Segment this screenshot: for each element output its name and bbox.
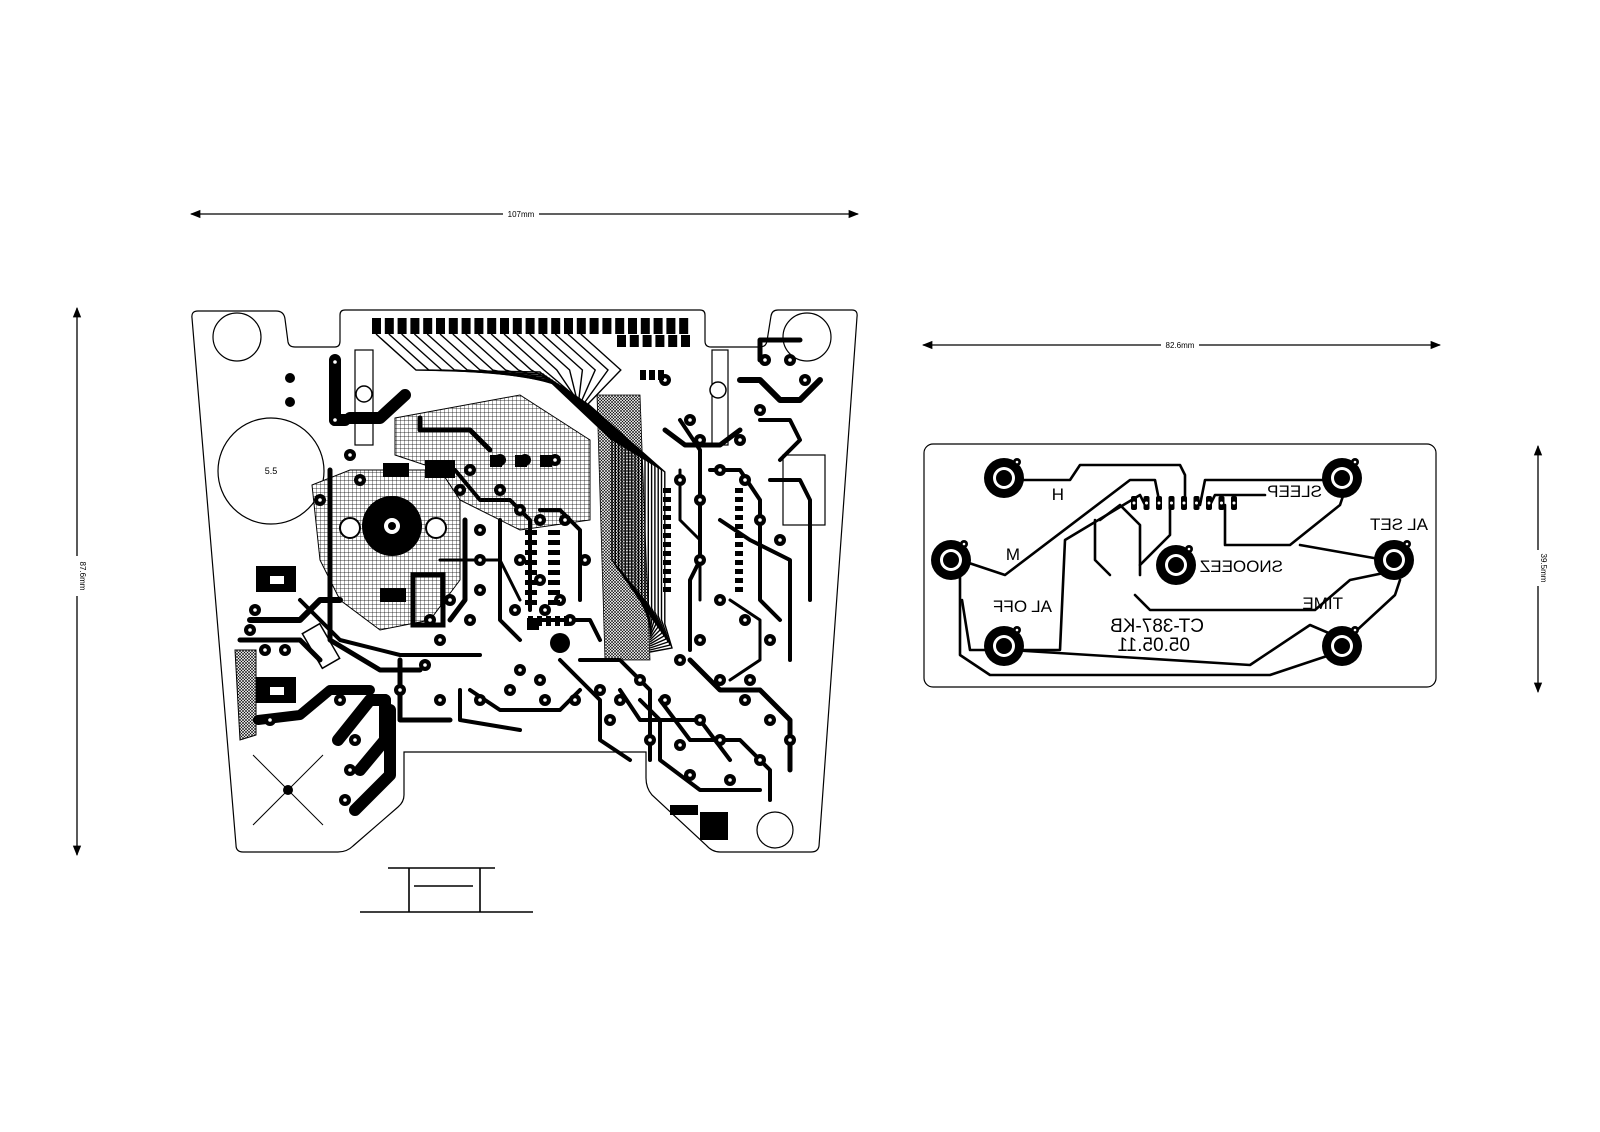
ic-pad: [528, 616, 533, 626]
connector-pad: [513, 318, 522, 334]
connector-pad: [668, 335, 677, 347]
ic-pad: [735, 497, 743, 502]
connector-pad: [630, 335, 639, 347]
connector-pad: [526, 318, 535, 334]
ic-pad: [663, 533, 671, 538]
key-contact-center: [1168, 557, 1184, 573]
ic-pad: [663, 506, 671, 511]
connector-pad: [474, 318, 483, 334]
ic-pad: [663, 587, 671, 592]
ic-pad: [525, 550, 537, 555]
pad-hole: [738, 438, 742, 442]
pad-hole: [538, 678, 542, 682]
pad-hole: [803, 378, 807, 382]
pad-hole: [543, 698, 547, 702]
ic-pad: [663, 515, 671, 520]
ic-pad: [658, 370, 664, 380]
pad-hole: [678, 478, 682, 482]
pad-hole: [478, 698, 482, 702]
speaker-label: 5.5: [264, 466, 278, 476]
pad-hole: [718, 468, 722, 472]
ic-pad: [548, 600, 560, 605]
key-contact-center: [1334, 470, 1350, 486]
key-width-label: 82.6mm: [1165, 341, 1195, 350]
key-board: [924, 444, 1436, 687]
pad-hole: [728, 778, 732, 782]
ic-pad: [735, 542, 743, 547]
via: [285, 397, 295, 407]
connector-pad: [551, 318, 560, 334]
pad-hole: [678, 743, 682, 747]
pad-hole: [358, 478, 362, 482]
key-contact-center: [943, 552, 959, 568]
connector-pad-row: [372, 318, 690, 347]
ic-pad: [515, 455, 527, 467]
pad-hole: [618, 698, 622, 702]
trace: [640, 700, 760, 790]
pad-hole: [348, 453, 352, 457]
pad-hole: [608, 718, 612, 722]
trace: [660, 700, 770, 800]
connector-pad: [423, 318, 432, 334]
ic-pad: [735, 578, 743, 583]
connector-pad: [410, 318, 419, 334]
connector-pad-hole: [1208, 502, 1211, 505]
pad-hole: [698, 438, 702, 442]
ic-pad: [548, 550, 560, 555]
main-width-label: 107mm: [507, 210, 535, 219]
pad-hole: [353, 738, 357, 742]
key-contact-via-hole: [1354, 461, 1357, 464]
ic-pad: [735, 488, 743, 493]
pad-hole: [758, 758, 762, 762]
pad-hole: [518, 558, 522, 562]
main-board-width-dimension: [191, 209, 858, 219]
ic-pad: [735, 533, 743, 538]
key-label-al-off: AL OFF: [993, 597, 1052, 616]
ic-pad: [663, 497, 671, 502]
mounting-hole: [757, 812, 793, 848]
connector-pad-hole: [1170, 502, 1173, 505]
connector-pad-hole: [1183, 502, 1186, 505]
ic-pad: [525, 590, 537, 595]
key-contact-via-hole: [963, 543, 966, 546]
connector-pad: [436, 318, 445, 334]
key-contact-center: [1334, 638, 1350, 654]
key-board-width-dimension: [923, 340, 1440, 350]
trace: [620, 690, 730, 760]
pad-hole: [508, 688, 512, 692]
pad-hole: [553, 458, 557, 462]
pad-hole: [698, 498, 702, 502]
pad-hole: [343, 798, 347, 802]
connector-pad: [564, 318, 573, 334]
pad-hole: [768, 638, 772, 642]
pad-hole: [663, 698, 667, 702]
ic-pad: [663, 569, 671, 574]
ic-pad: [548, 540, 560, 545]
ic-pad: [548, 570, 560, 575]
connector-pad: [385, 318, 394, 334]
connector-pad: [615, 318, 624, 334]
pad-hole: [763, 358, 767, 362]
key-contact-center: [996, 470, 1012, 486]
pad-hole: [518, 508, 522, 512]
pad-hole: [478, 558, 482, 562]
trace: [760, 420, 800, 460]
ic-pad: [546, 616, 551, 626]
ic-pad: [663, 560, 671, 565]
ic-pad: [735, 524, 743, 529]
key-contact-via-hole: [1016, 461, 1019, 464]
pad-hole: [688, 418, 692, 422]
ic-pad: [548, 590, 560, 595]
alignment-mark: [360, 868, 533, 912]
pad-hole: [698, 638, 702, 642]
connector-pad: [654, 318, 663, 334]
pad-hole: [743, 698, 747, 702]
pad-hole: [583, 558, 587, 562]
ic-pad: [663, 488, 671, 493]
main-board-height-dimension: [71, 308, 87, 855]
ic-pad: [540, 455, 552, 467]
ic-pad: [735, 506, 743, 511]
pad-hole: [478, 588, 482, 592]
key-contact-center: [1386, 552, 1402, 568]
ic-pad: [548, 580, 560, 585]
pad-hole: [638, 678, 642, 682]
pad-hole: [448, 598, 452, 602]
pad-hole: [698, 558, 702, 562]
connector-pad: [666, 318, 675, 334]
pad-hole: [333, 360, 337, 364]
cross-mark: [253, 755, 323, 825]
pad-hole: [688, 773, 692, 777]
pad-hole: [438, 698, 442, 702]
trace: [560, 660, 630, 760]
hole: [340, 518, 360, 538]
pad-hole: [743, 478, 747, 482]
board-date-label: 05.05.11: [1117, 635, 1190, 656]
board-model-label: CT-387-KB: [1110, 616, 1204, 637]
pad-hole: [263, 648, 267, 652]
key-board-connector: [1131, 496, 1237, 510]
pad-hole: [718, 598, 722, 602]
pad-hole: [318, 498, 322, 502]
pad-hole: [253, 608, 257, 612]
mounting-hole: [213, 313, 261, 361]
trace: [250, 600, 340, 620]
pad-hole: [398, 688, 402, 692]
ic-pad: [735, 515, 743, 520]
ic-pad: [663, 524, 671, 529]
pad-hole: [498, 488, 502, 492]
hole: [426, 518, 446, 538]
main-board: [192, 310, 857, 852]
connector-pad: [590, 318, 599, 334]
key-board-height-dimension: [1532, 446, 1548, 692]
trace: [470, 690, 580, 710]
ic-pad: [663, 542, 671, 547]
connector-pad: [462, 318, 471, 334]
ic-pad: [649, 370, 655, 380]
pad-hole: [513, 608, 517, 612]
pad-hole: [423, 663, 427, 667]
ic-pad: [525, 540, 537, 545]
ic-pad: [564, 616, 569, 626]
pad-hole: [478, 528, 482, 532]
pad-hole: [268, 718, 272, 722]
pad-hole: [648, 738, 652, 742]
pad-hole: [748, 678, 752, 682]
pad-hole: [543, 608, 547, 612]
ic-pad: [525, 570, 537, 575]
key-label-sleep: SLEEP: [1267, 482, 1322, 501]
connector-pad-hole: [1195, 502, 1198, 505]
ic-pad: [735, 551, 743, 556]
connector-pad-hole: [1158, 502, 1161, 505]
pad-hole: [348, 768, 352, 772]
pad-hole: [468, 468, 472, 472]
connector-pad: [372, 318, 381, 334]
ic-pad: [490, 455, 502, 467]
connector-pad: [500, 318, 509, 334]
ic-pad: [555, 616, 560, 626]
connector-pad-hole: [1145, 502, 1148, 505]
connector-pad-hole: [1233, 502, 1236, 505]
ic-pad: [548, 560, 560, 565]
pad-hole: [758, 408, 762, 412]
connector-pad: [602, 318, 611, 334]
key-label-time: TIME: [1302, 594, 1343, 613]
pad-hole: [758, 518, 762, 522]
trace: [730, 600, 760, 680]
key-contact-via-hole: [1188, 548, 1191, 551]
ic-pad: [525, 530, 537, 535]
key-label-snooze: SNOOEEZ: [1199, 557, 1283, 576]
pad-hole: [678, 658, 682, 662]
pad-hole: [788, 738, 792, 742]
ic-pad: [663, 551, 671, 556]
key-height-label: 39.5mm: [1539, 553, 1548, 583]
connector-pad: [487, 318, 496, 334]
pad-hole: [438, 638, 442, 642]
mounting-hole: [783, 313, 831, 361]
ic-pad: [640, 370, 646, 380]
ic-pad: [663, 578, 671, 583]
pad-hole: [718, 738, 722, 742]
key-contact-via-hole: [1354, 629, 1357, 632]
pad-hole: [333, 418, 337, 422]
pad-hole: [598, 688, 602, 692]
ic-pad: [735, 569, 743, 574]
ic-pad: [525, 580, 537, 585]
pad-hole: [538, 578, 542, 582]
ic-pad: [537, 616, 542, 626]
pad-hole: [458, 488, 462, 492]
connector-pad: [398, 318, 407, 334]
pad-hole: [563, 518, 567, 522]
ic-pad: [548, 530, 560, 535]
key-contact-via-hole: [1406, 543, 1409, 546]
connector-pad-hole: [1133, 502, 1136, 505]
ic-pad: [735, 560, 743, 565]
pad-hole: [468, 618, 472, 622]
hatched-area: [235, 650, 256, 740]
connector-pad: [643, 335, 652, 347]
connector-pad: [641, 318, 650, 334]
key-label-al-set: AL SET: [1370, 515, 1428, 534]
pad-hole: [778, 538, 782, 542]
key-contact-center: [996, 638, 1012, 654]
ic-pad: [525, 560, 537, 565]
key-contact-via-hole: [1016, 629, 1019, 632]
pad-hole: [248, 628, 252, 632]
pad-hole: [788, 358, 792, 362]
connector-pad: [679, 318, 688, 334]
ic-pad: [735, 587, 743, 592]
connector-pad-hole: [1220, 502, 1223, 505]
pad-hole: [743, 618, 747, 622]
pad-hole: [768, 718, 772, 722]
connector-pad: [538, 318, 547, 334]
connector-pad: [655, 335, 664, 347]
pad-hole: [518, 668, 522, 672]
connector-pad: [681, 335, 690, 347]
via: [285, 373, 295, 383]
pad-hole: [538, 518, 542, 522]
key-label-h: H: [1051, 485, 1064, 504]
connector-pad: [617, 335, 626, 347]
pad-hole: [283, 648, 287, 652]
connector-pad: [628, 318, 637, 334]
pad-hole: [698, 718, 702, 722]
connector-pad: [577, 318, 586, 334]
main-height-label: 87.6mm: [78, 561, 87, 591]
ic-pad: [525, 600, 537, 605]
connector-pad: [449, 318, 458, 334]
key-label-m: M: [1005, 545, 1020, 564]
trace: [690, 660, 790, 770]
pad-hole: [338, 698, 342, 702]
pad-hole: [428, 618, 432, 622]
pad-hole: [718, 678, 722, 682]
pad-hole: [573, 698, 577, 702]
